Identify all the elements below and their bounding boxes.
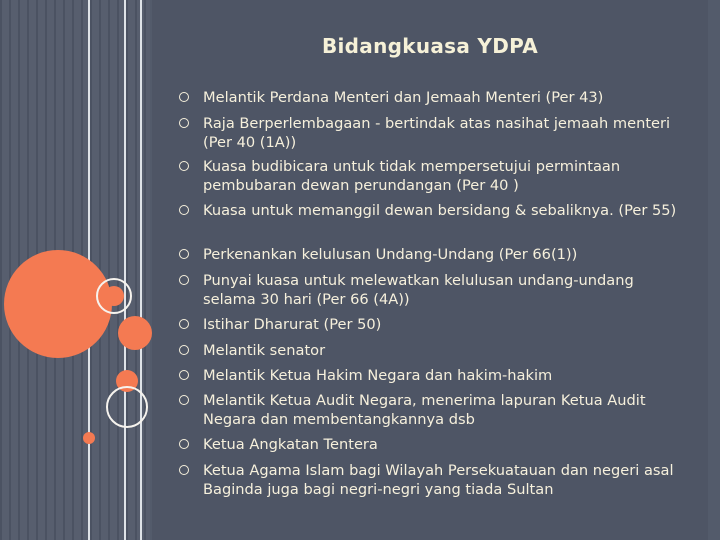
circle-bullet-icon bbox=[179, 275, 189, 285]
circle-bullet-icon bbox=[179, 465, 189, 475]
list-item-text: Raja Berperlembagaan - bertindak atas nasihat jemaah menteri (Per 40 (1A)) bbox=[203, 115, 671, 151]
circle-bullet-icon bbox=[179, 319, 189, 329]
list-item bbox=[179, 201, 689, 220]
list-item-text: Istihar Dharurat (Per 50) bbox=[203, 316, 382, 333]
list-item bbox=[179, 461, 689, 499]
circle-bullet-icon bbox=[179, 370, 189, 380]
circle-bullet-icon bbox=[179, 92, 189, 102]
circle-bullet-icon bbox=[179, 345, 189, 355]
list-item-text: Melantik Perdana Menteri dan Jemaah Menteri (Per 43) bbox=[203, 89, 604, 106]
circle-bullet-icon bbox=[179, 439, 189, 449]
list-item bbox=[179, 315, 689, 334]
list-item bbox=[179, 435, 689, 454]
list-item bbox=[179, 341, 689, 360]
circle-bullet-icon bbox=[179, 205, 189, 215]
list-item bbox=[179, 114, 689, 152]
slide-content bbox=[152, 0, 708, 540]
list-item bbox=[179, 157, 689, 195]
list-item-text: Melantik Ketua Audit Negara, menerima lapuran Ketua Audit Negara dan membentangkannya dsb bbox=[203, 392, 646, 428]
circle-bullet-icon bbox=[179, 249, 189, 259]
circle-bullet-icon bbox=[179, 395, 189, 405]
decorative-ring bbox=[106, 386, 148, 428]
slide-title: Bidangkuasa YDPA bbox=[321, 34, 539, 58]
list-item-text: Melantik senator bbox=[203, 342, 326, 359]
list-item-text: Ketua Angkatan Tentera bbox=[203, 436, 378, 453]
circle-bullet-icon bbox=[179, 161, 189, 171]
list-item bbox=[179, 391, 689, 429]
decorative-circle-medium bbox=[104, 286, 124, 306]
decorative-circle-medium bbox=[118, 316, 152, 350]
list-item-text: Punyai kuasa untuk melewatkan kelulusan undang-undang selama 30 hari (Per 66 (4A)) bbox=[203, 272, 634, 308]
circle-bullet-icon bbox=[179, 118, 189, 128]
list-item-text: Kuasa budibicara untuk tidak mempersetujui permintaan pembubaran dewan perundangan (Per 40 ) bbox=[203, 158, 621, 194]
list-item-text: Ketua Agama Islam bagi Wilayah Persekuatauan dan negeri asal Baginda juga bagi negri-negri yang tiada Sultan bbox=[203, 462, 674, 498]
list-item-text: Kuasa untuk memanggil dewan bersidang & sebaliknya. (Per 55) bbox=[203, 202, 677, 219]
list-item bbox=[179, 245, 689, 264]
list-item bbox=[179, 366, 689, 385]
decorative-line bbox=[140, 0, 142, 540]
list-item bbox=[179, 271, 689, 309]
list-item-text: Melantik Ketua Hakim Negara dan hakim-hakim bbox=[203, 367, 553, 384]
list-item-text: Perkenankan kelulusan Undang-Undang (Per 66(1)) bbox=[203, 246, 578, 263]
decorative-line bbox=[124, 0, 126, 540]
decorative-dot bbox=[83, 432, 95, 444]
list-item bbox=[179, 88, 689, 107]
decorative-circle-large bbox=[4, 250, 112, 358]
